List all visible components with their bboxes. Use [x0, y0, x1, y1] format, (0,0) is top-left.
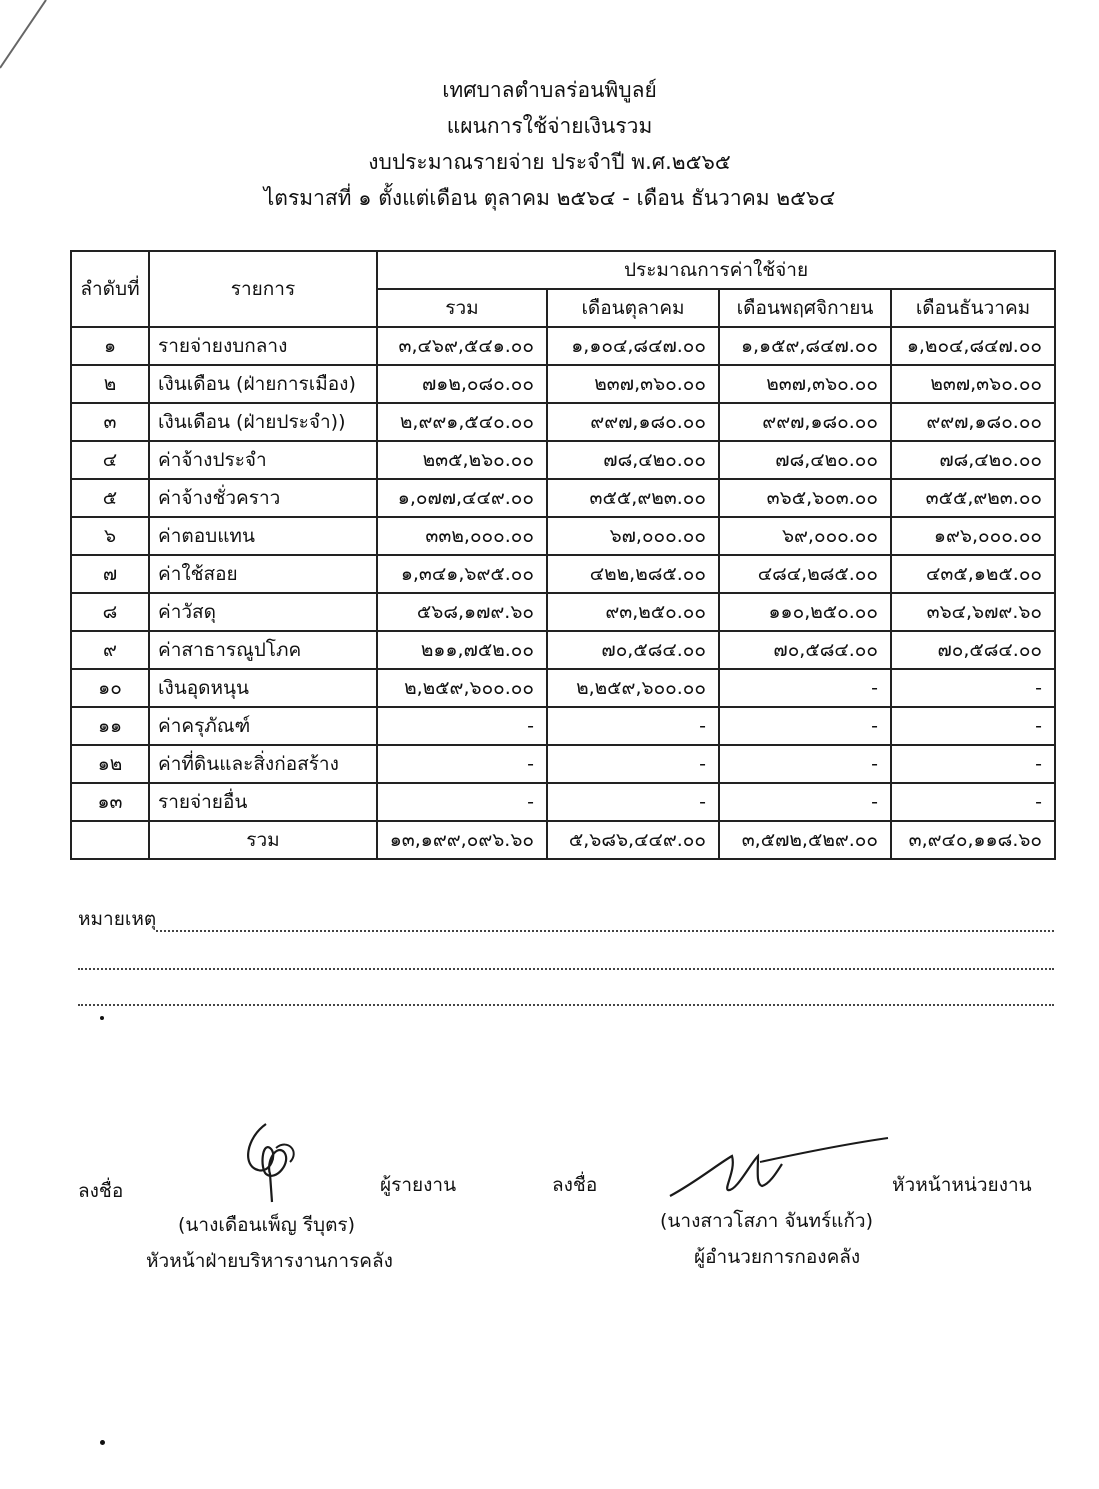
row-december: -	[891, 707, 1055, 745]
row-december: ๔๓๕,๑๒๕.๐๐	[891, 555, 1055, 593]
row-november: ๗๐,๕๘๔.๐๐	[719, 631, 891, 669]
row-no: ๑๒	[71, 745, 149, 783]
col-header-estimate-group: ประมาณการค่าใช้จ่าย	[377, 251, 1055, 289]
left-signature-image	[236, 1118, 306, 1206]
note-dotted-line	[78, 1004, 1054, 1006]
budget-table	[70, 250, 1056, 860]
row-no: ๑๑	[71, 707, 149, 745]
right-signer-position: ผู้อำนวยการกองคลัง	[694, 1246, 861, 1268]
summary-october: ๕,๖๘๖,๔๔๙.๐๐	[547, 821, 719, 859]
col-header-no: ลำดับที่	[71, 251, 149, 327]
row-november: ๑,๑๕๙,๘๔๗.๐๐	[719, 327, 891, 365]
row-item: ค่าที่ดินและสิ่งก่อสร้าง	[149, 745, 377, 783]
stray-mark	[100, 1016, 104, 1020]
table-row	[71, 555, 1055, 593]
row-no: ๕	[71, 479, 149, 517]
row-october: ๗๘,๔๒๐.๐๐	[547, 441, 719, 479]
table-row	[71, 517, 1055, 555]
table-row	[71, 479, 1055, 517]
col-header-december: เดือนธันวาคม	[891, 289, 1055, 327]
table-row	[71, 365, 1055, 403]
col-header-total: รวม	[377, 289, 547, 327]
table-row	[71, 441, 1055, 479]
row-october: ๔๒๒,๒๘๕.๐๐	[547, 555, 719, 593]
row-november: ๙๙๗,๑๘๐.๐๐	[719, 403, 891, 441]
row-october: -	[547, 707, 719, 745]
row-december: -	[891, 745, 1055, 783]
left-sign-label: ลงชื่อ	[78, 1180, 124, 1202]
quarter-period: ไตรมาสที่ ๑ ตั้งแต่เดือน ตุลาคม ๒๕๖๔ - เดือน ธันวาคม ๒๕๖๔	[263, 186, 836, 210]
row-item: ค่าตอบแทน	[149, 517, 377, 555]
budget-year: งบประมาณรายจ่าย ประจำปี พ.ศ.๒๕๖๕	[368, 150, 731, 174]
summary-label: รวม	[149, 821, 377, 859]
row-november: ๓๖๕,๖๐๓.๐๐	[719, 479, 891, 517]
summary-row	[71, 821, 1055, 859]
row-october: ๒,๒๕๙,๖๐๐.๐๐	[547, 669, 719, 707]
row-november: -	[719, 669, 891, 707]
note-dotted-line	[78, 968, 1054, 970]
note-line	[78, 946, 1054, 974]
header-row-top	[71, 251, 1055, 289]
row-october: -	[547, 745, 719, 783]
summary-november: ๓,๕๗๒,๕๒๙.๐๐	[719, 821, 891, 859]
row-october: ๒๓๗,๓๖๐.๐๐	[547, 365, 719, 403]
row-no: ๖	[71, 517, 149, 555]
row-item: เงินเดือน (ฝ่ายประจำ))	[149, 403, 377, 441]
table-row	[71, 745, 1055, 783]
row-december: ๒๓๗,๓๖๐.๐๐	[891, 365, 1055, 403]
row-no: ๑๓	[71, 783, 149, 821]
row-december: ๓๕๕,๙๒๓.๐๐	[891, 479, 1055, 517]
table-row	[71, 783, 1055, 821]
row-item: รายจ่ายงบกลาง	[149, 327, 377, 365]
note-dotted-line	[156, 930, 1054, 932]
row-item: ค่าจ้างประจำ	[149, 441, 377, 479]
right-signature-image	[666, 1134, 892, 1204]
table-row	[71, 707, 1055, 745]
row-item: ค่าครุภัณฑ์	[149, 707, 377, 745]
row-november: ๖๙,๐๐๐.๐๐	[719, 517, 891, 555]
row-october: ๓๕๕,๙๒๓.๐๐	[547, 479, 719, 517]
row-item: ค่าใช้สอย	[149, 555, 377, 593]
row-no: ๒	[71, 365, 149, 403]
row-november: -	[719, 783, 891, 821]
row-total: ๑,๓๔๑,๖๙๕.๐๐	[377, 555, 547, 593]
row-total: ๒๑๑,๗๕๒.๐๐	[377, 631, 547, 669]
row-november: ๔๘๔,๒๘๕.๐๐	[719, 555, 891, 593]
row-november: -	[719, 745, 891, 783]
table-row	[71, 669, 1055, 707]
row-no: ๑	[71, 327, 149, 365]
table-row	[71, 593, 1055, 631]
row-no: ๔	[71, 441, 149, 479]
plan-title: แผนการใช้จ่ายเงินรวม	[446, 114, 653, 138]
col-header-november: เดือนพฤศจิกายน	[719, 289, 891, 327]
row-total: -	[377, 745, 547, 783]
row-total: ๑,๐๗๗,๔๔๙.๐๐	[377, 479, 547, 517]
row-no: ๙	[71, 631, 149, 669]
summary-empty-cell	[71, 821, 149, 859]
table-row	[71, 403, 1055, 441]
row-item: ค่าสาธารณูปโภค	[149, 631, 377, 669]
row-total: ๒,๙๙๑,๕๔๐.๐๐	[377, 403, 547, 441]
document-header	[0, 72, 1099, 216]
row-october: ๙๓,๒๕๐.๐๐	[547, 593, 719, 631]
row-december: -	[891, 669, 1055, 707]
summary-total: ๑๓,๑๙๙,๐๙๖.๖๐	[377, 821, 547, 859]
row-december: ๑,๒๐๔,๘๔๗.๐๐	[891, 327, 1055, 365]
row-total: ๓,๔๖๙,๕๔๑.๐๐	[377, 327, 547, 365]
row-no: ๘	[71, 593, 149, 631]
row-total: ๓๓๒,๐๐๐.๐๐	[377, 517, 547, 555]
note-line	[78, 908, 1054, 936]
row-total: -	[377, 707, 547, 745]
row-november: ๑๑๐,๒๕๐.๐๐	[719, 593, 891, 631]
row-october: -	[547, 783, 719, 821]
row-december: ๙๙๗,๑๘๐.๐๐	[891, 403, 1055, 441]
row-december: ๗๘,๔๒๐.๐๐	[891, 441, 1055, 479]
row-october: ๗๐,๕๘๔.๐๐	[547, 631, 719, 669]
stray-mark	[100, 1440, 105, 1445]
row-total: ๗๑๒,๐๘๐.๐๐	[377, 365, 547, 403]
left-signer-position: หัวหน้าฝ่ายบริหารงานการคลัง	[146, 1250, 393, 1272]
row-november: ๒๓๗,๓๖๐.๐๐	[719, 365, 891, 403]
row-october: ๙๙๗,๑๘๐.๐๐	[547, 403, 719, 441]
summary-december: ๓,๙๔๐,๑๑๘.๖๐	[891, 821, 1055, 859]
row-item: เงินเดือน (ฝ่ายการเมือง)	[149, 365, 377, 403]
row-no: ๗	[71, 555, 149, 593]
right-signer-name: (นางสาวโสภา จันทร์แก้ว)	[660, 1210, 873, 1232]
right-sign-label: ลงชื่อ	[552, 1174, 598, 1196]
row-october: ๑,๑๐๔,๘๔๗.๐๐	[547, 327, 719, 365]
table-row	[71, 327, 1055, 365]
col-header-item: รายการ	[149, 251, 377, 327]
row-total: ๕๖๘,๑๗๙.๖๐	[377, 593, 547, 631]
row-december: ๗๐,๕๘๔.๐๐	[891, 631, 1055, 669]
left-signer-name: (นางเดือนเพ็ญ รีบุตร)	[178, 1214, 356, 1236]
row-total: ๒,๒๕๙,๖๐๐.๐๐	[377, 669, 547, 707]
row-total: -	[377, 783, 547, 821]
org-name: เทศบาลตำบลร่อนพิบูลย์	[442, 78, 657, 102]
right-role: หัวหน้าหน่วยงาน	[892, 1174, 1032, 1196]
notes-label: หมายเหตุ	[78, 908, 157, 930]
row-december: ๓๖๔,๖๗๙.๖๐	[891, 593, 1055, 631]
left-role: ผู้รายงาน	[380, 1174, 457, 1196]
table-row	[71, 631, 1055, 669]
col-header-october: เดือนตุลาคม	[547, 289, 719, 327]
row-november: ๗๘,๔๒๐.๐๐	[719, 441, 891, 479]
row-item: เงินอุดหนุน	[149, 669, 377, 707]
row-total: ๒๓๕,๒๖๐.๐๐	[377, 441, 547, 479]
row-october: ๖๗,๐๐๐.๐๐	[547, 517, 719, 555]
note-line	[78, 982, 1054, 1010]
row-november: -	[719, 707, 891, 745]
row-item: รายจ่ายอื่น	[149, 783, 377, 821]
row-item: ค่าวัสดุ	[149, 593, 377, 631]
row-december: ๑๙๖,๐๐๐.๐๐	[891, 517, 1055, 555]
row-item: ค่าจ้างชั่วคราว	[149, 479, 377, 517]
scan-edge-line	[0, 0, 60, 80]
row-no: ๑๐	[71, 669, 149, 707]
row-no: ๓	[71, 403, 149, 441]
row-december: -	[891, 783, 1055, 821]
